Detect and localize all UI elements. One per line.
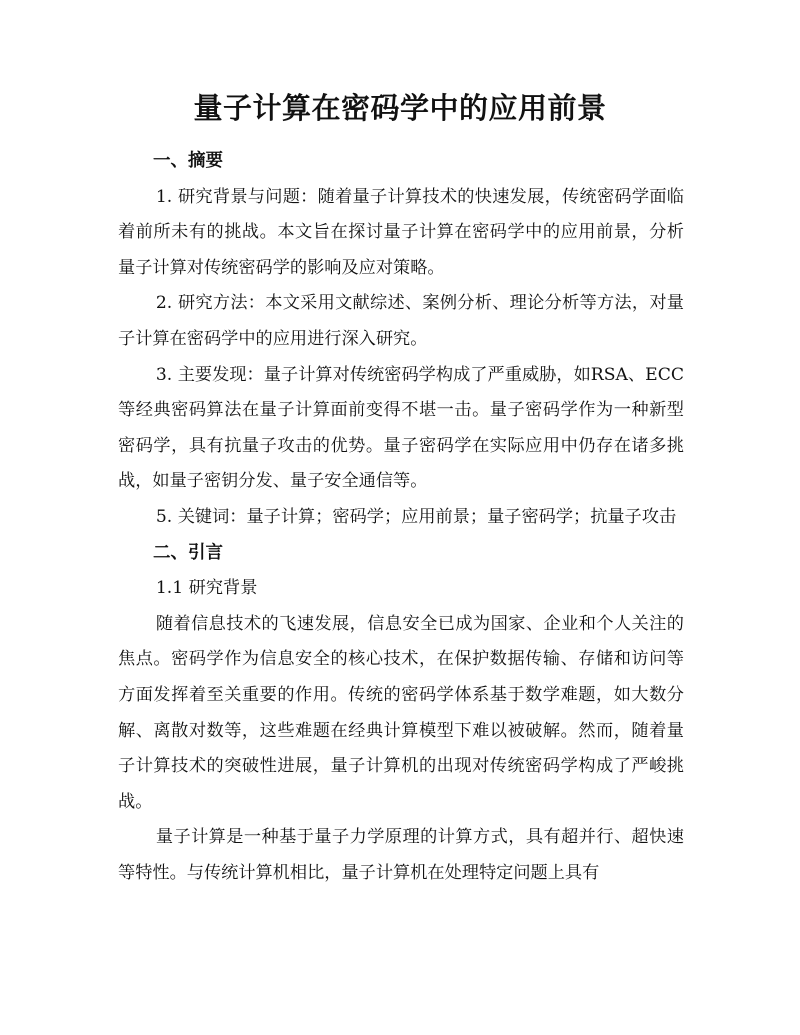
abstract-paragraph-methods: 2. 研究方法：本文采用文献综述、案例分析、理论分析等方法，对量子计算在密码学中的应用进行深入研究。: [118, 293, 684, 349]
section-heading-introduction: 二、引言: [153, 542, 223, 563]
introduction-paragraph: 随着信息技术的飞速发展，信息安全已成为国家、企业和个人关注的焦点。密码学作为信息安全的核心技术，在保护数据传输、存储和访问等方面发挥着至关重要的作用。传统的密码学体系基于数学难题，如大数分解、离散对数等，这些难题在经典计算模型下难以被破解。然而，随着量子计算技术的突破性进展，量子计算机的出现对传统密码学构成了严峻挑战。: [118, 613, 684, 812]
abstract-paragraph-keywords: 5. 关键词：量子计算；密码学；应用前景；量子密码学；抗量子攻击: [155, 506, 677, 527]
abstract-paragraph-background: 1. 研究背景与问题：随着量子计算技术的快速发展，传统密码学面临着前所未有的挑战。本文旨在探讨量子计算在密码学中的应用前景，分析量子计算对传统密码学的影响及应对策略。: [118, 186, 684, 278]
document-body: [118, 144, 684, 891]
abstract-paragraph-findings: 3. 主要发现：量子计算对传统密码学构成了严重威胁，如RSA、ECC等经典密码算法在量子计算面前变得不堪一击。量子密码学作为一种新型密码学，具有抗量子攻击的优势。量子密码学在实际应用中仍存在诸多挑战，如量子密钥分发、量子安全通信等。: [118, 364, 684, 492]
document-title: 量子计算在密码学中的应用前景: [193, 91, 607, 125]
section-heading-abstract: 一、摘要: [153, 151, 223, 171]
subsection-heading-background: 1.1 研究背景: [155, 578, 258, 599]
introduction-paragraph: 量子计算是一种基于量子力学原理的计算方式，具有超并行、超快速等特性。与传统计算机相比，量子计算机在处理特定问题上具有: [118, 827, 684, 883]
